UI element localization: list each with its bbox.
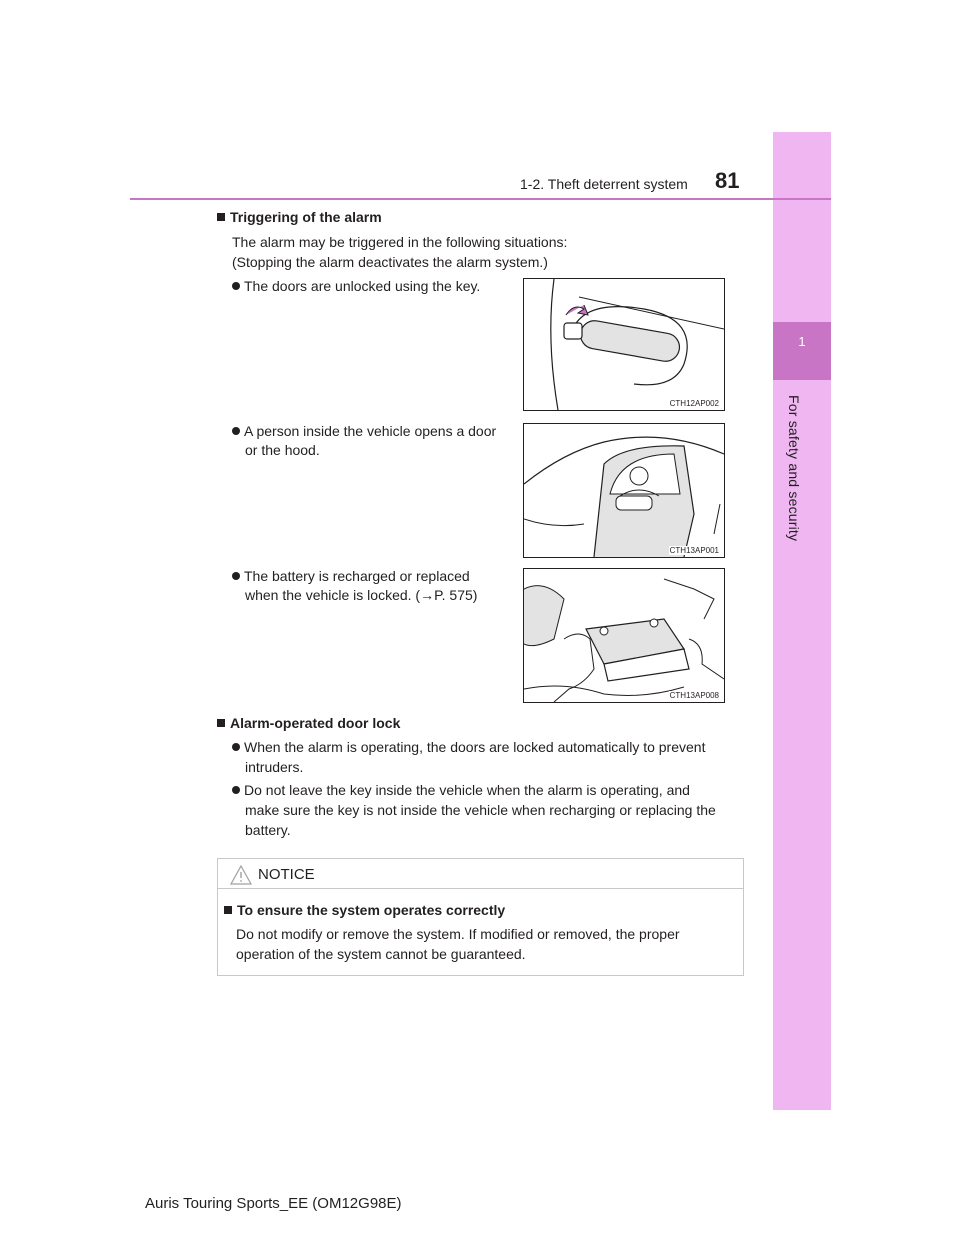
round-bullet-icon: [232, 427, 240, 435]
notice-line-1: Do not modify or remove the system. If modified or removed, the proper: [236, 926, 680, 942]
door-key-illustration: [523, 278, 725, 411]
door-lock-bullet-2-end: battery.: [245, 822, 291, 838]
notice-divider: [217, 888, 744, 889]
notice-title: NOTICE: [258, 866, 315, 883]
warning-triangle-icon: [229, 864, 253, 886]
trigger-item-3: The battery is recharged or replaced: [232, 566, 510, 586]
person-door-illustration: [523, 423, 725, 558]
door-lock-bullet-1-cont: intruders.: [245, 759, 304, 775]
figure-code: CTH12AP002: [669, 399, 719, 408]
round-bullet-icon: [232, 572, 240, 580]
chapter-number: 1: [798, 334, 806, 349]
triggering-intro-2: (Stopping the alarm deactivates the alarm system.): [232, 254, 548, 270]
page-number: 81: [715, 168, 740, 193]
trigger-item-2-cont: or the hood.: [245, 442, 320, 458]
square-bullet-icon: [217, 213, 225, 221]
trigger-item-2: A person inside the vehicle opens a door: [232, 421, 496, 441]
round-bullet-icon: [232, 786, 240, 794]
round-bullet-icon: [232, 743, 240, 751]
chapter-number-box: [773, 322, 831, 380]
figure-code: CTH13AP001: [669, 546, 719, 555]
battery-illustration: [523, 568, 725, 703]
square-bullet-icon: [224, 906, 232, 914]
chapter-title: For safety and security: [786, 395, 802, 542]
square-bullet-icon: [217, 719, 225, 727]
triggering-heading: Triggering of the alarm: [217, 209, 382, 225]
header-rule: [130, 198, 831, 200]
trigger-item-1: The doors are unlocked using the key.: [232, 276, 480, 296]
door-lock-heading: Alarm-operated door lock: [217, 715, 400, 731]
triggering-intro-1: The alarm may be triggered in the following situations:: [232, 234, 568, 250]
notice-line-2: operation of the system cannot be guaranteed.: [236, 946, 526, 962]
round-bullet-icon: [232, 282, 240, 290]
door-lock-bullet-2: Do not leave the key inside the vehicle when the alarm is operating, and: [232, 780, 743, 800]
door-lock-bullet-1: When the alarm is operating, the doors are locked automatically to prevent: [232, 737, 743, 757]
section-title: 1-2. Theft deterrent system: [520, 176, 688, 192]
notice-heading: To ensure the system operates correctly: [224, 902, 505, 918]
figure-code: CTH13AP008: [669, 691, 719, 700]
footer-model: Auris Touring Sports_EE (OM12G98E): [145, 1195, 402, 1212]
door-lock-bullet-2-cont: make sure the key is not inside the vehicle when recharging or replacing the: [245, 802, 716, 818]
trigger-item-3-cont: when the vehicle is locked. (→P. 575): [245, 587, 478, 603]
chapter-side-tab: [773, 132, 831, 1110]
